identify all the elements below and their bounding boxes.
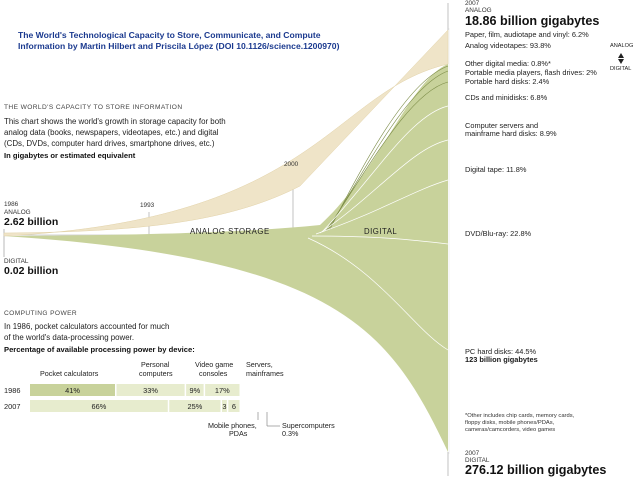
legend-analog: ANALOG	[610, 43, 634, 49]
breakdown-portable-media: Portable media players, flash drives: 2%	[465, 68, 597, 77]
start-digital-value: 0.02 billion	[4, 265, 59, 277]
start-analog-value: 2.62 billion	[4, 216, 59, 228]
storage-units: In gigabytes or estimated equivalent	[4, 151, 136, 160]
end-digital-value: 276.12 billion gigabytes	[465, 463, 607, 477]
analog-region-label: ANALOG STORAGE	[190, 227, 270, 236]
end-analog-value: 18.86 billion gigabytes	[465, 14, 600, 28]
storage-desc-3: (CDs, DVDs, computer hard drives, smartphone drives, etc.)	[4, 139, 215, 148]
storage-desc-1: This chart shows the world's growth in storage capacity for both	[4, 117, 226, 126]
bar-label-2007-4: 6	[231, 402, 236, 411]
col-servers-2: mainframes	[246, 369, 284, 378]
label-mobile-1: Mobile phones,	[208, 421, 257, 430]
breakdown-videotape: Analog videotapes: 93.8%	[465, 41, 551, 50]
storage-desc-2: analog data (books, newspapers, videotapes, etc.) and digital	[4, 128, 219, 137]
bar-label-1986-3: 17%	[214, 386, 230, 395]
label-super-2: 0.3%	[282, 429, 299, 438]
row-label-2007: 2007	[4, 402, 21, 411]
start-year: 1986	[4, 201, 19, 208]
start-digital-label: DIGITAL	[4, 258, 29, 265]
bar-label-2007-1: 66%	[91, 402, 107, 411]
end-year-bottom: 2007	[465, 450, 480, 457]
end-year-top: 2007	[465, 0, 480, 7]
col-video-game-1: Video game	[195, 360, 234, 369]
computing-kicker: COMPUTING POWER	[4, 310, 78, 317]
tick-label-1993: 1993	[140, 202, 155, 209]
storage-kicker: THE WORLD'S CAPACITY TO STORE INFORMATION	[4, 104, 183, 111]
end-digital-label: DIGITAL	[465, 457, 490, 464]
computing-desc-2: of the world's data-processing power.	[4, 333, 135, 342]
label-super-1: Supercomputers	[282, 421, 335, 430]
breakdown-servers-1: Computer servers and	[465, 121, 539, 130]
computing-subtitle: Percentage of available processing power by device:	[4, 345, 195, 354]
label-mobile-2: PDAs	[229, 429, 248, 438]
col-personal-computers-1: Personal	[141, 360, 170, 369]
col-personal-computers-2: computers	[139, 369, 173, 378]
credit-line-1: The World's Technological Capacity to Store, Communicate, and Compute	[18, 30, 321, 40]
breakdown-servers-2: mainframe hard disks: 8.9%	[465, 129, 557, 138]
bar-label-2007-2: 25%	[187, 402, 203, 411]
breakdown-pc-hd-value: 123 billion gigabytes	[465, 355, 538, 364]
bar-label-1986-0: 41%	[65, 386, 80, 395]
breakdown-paper: Paper, film, audiotape and vinyl: 6.2%	[465, 30, 589, 39]
row-label-1986: 1986	[4, 386, 21, 395]
legend-digital: DIGITAL	[610, 66, 632, 72]
breakdown-digital-tape: Digital tape: 11.8%	[465, 165, 527, 174]
bar-label-1986-2: 9%	[189, 386, 201, 395]
start-analog-label: ANALOG	[4, 209, 31, 216]
col-video-game-2: consoles	[199, 369, 228, 378]
breakdown-portable-hd: Portable hard disks: 2.4%	[465, 77, 550, 86]
tick-label-2000: 2000	[284, 161, 299, 168]
footnote-2: floppy disks, mobile phones/PDAs,	[465, 420, 555, 426]
bar-label-2007-3: 3	[222, 402, 227, 411]
breakdown-dvd: DVD/Blu-ray: 22.8%	[465, 229, 532, 238]
footnote-1: *Other includes chip cards, memory cards,	[465, 413, 575, 419]
col-pocket-calculators: Pocket calculators	[40, 369, 99, 378]
breakdown-other-digital: Other digital media: 0.8%*	[465, 59, 551, 68]
breakdown-pc-hd: PC hard disks: 44.5%	[465, 347, 537, 356]
col-servers-1: Servers,	[246, 360, 273, 369]
credit-line-2: Information by Martin Hilbert and Priscila López (DOI 10.1126/science.1200970)	[18, 41, 340, 51]
digital-region-label: DIGITAL	[364, 227, 398, 236]
computing-desc-1: In 1986, pocket calculators accounted for much	[4, 322, 170, 331]
end-analog-label: ANALOG	[465, 7, 492, 14]
footnote-3: cameras/camcorders, video games	[465, 427, 556, 433]
breakdown-cds: CDs and minidisks: 6.8%	[465, 93, 548, 102]
bar-label-1986-1: 33%	[143, 386, 158, 395]
